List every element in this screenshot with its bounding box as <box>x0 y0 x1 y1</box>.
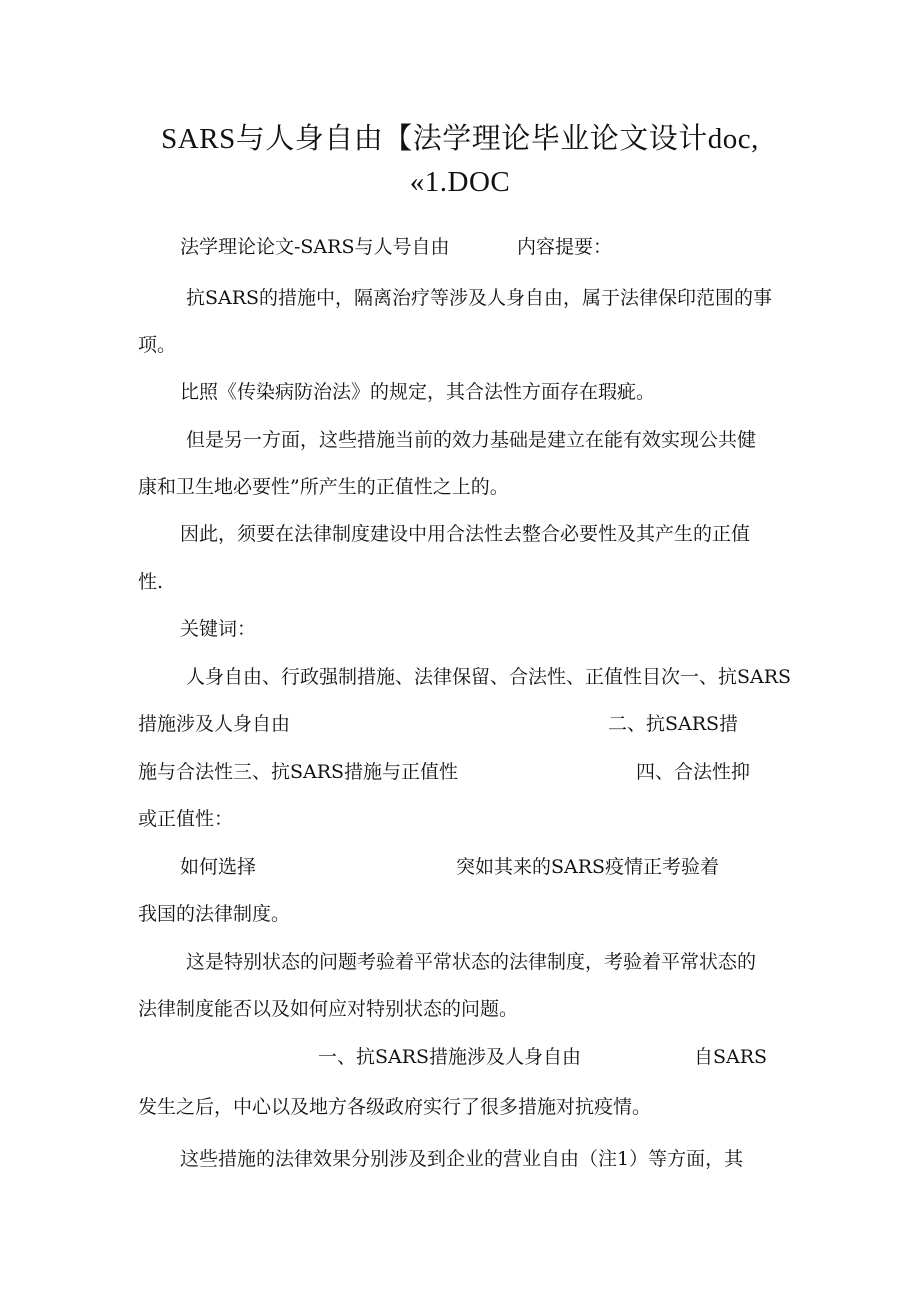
section-1-title: 一、抗SARS措施涉及人身自由 <box>318 1046 582 1068</box>
keywords-line-5: 如何选择 <box>180 856 257 878</box>
keywords-label: 关键词： <box>180 618 257 640</box>
keywords-line-2: 措施涉及人身自由 <box>138 713 291 735</box>
article-heading: 法学理论论文-SARS与人号自由 <box>180 236 450 258</box>
paragraph-5-line-2: 法律制度能否以及如何应对特别状态的问题。 <box>138 998 519 1020</box>
paragraph-1-line-2: 项。 <box>138 334 177 356</box>
document-title: SARS与人身自由【法学理论毕业论文设计doc, <box>161 123 759 155</box>
paragraph-1-line-1: 抗SARS的措施中，隔离治疗等涉及人身自由，属于法律保印范围的事 <box>186 287 773 309</box>
keywords-line-4: 或正值性： <box>138 808 234 830</box>
keywords-line-1: 人身自由、行政强制措施、法律保留、合法性、正值性目次一、抗SARS <box>186 666 792 688</box>
paragraph-4-line-2: 性. <box>138 571 164 593</box>
paragraph-4-line-1: 因此，须要在法律制度建设中用合法性去整合必要性及其产生的正值 <box>180 523 751 545</box>
keywords-line-5-right: 突如其来的SARS疫情正考验着 <box>456 856 720 878</box>
section-1-title-tail: 自SARS <box>694 1046 768 1068</box>
keywords-line-2-right: 二、抗SARS措 <box>608 713 739 735</box>
keywords-line-3-right: 四、合法性抑 <box>636 761 751 783</box>
paragraph-7: 这些措施的法律效果分别涉及到企业的营业自由（注1）等方面，其 <box>180 1148 744 1170</box>
keywords-line-3: 施与合法性三、抗SARS措施与正值性 <box>138 761 459 783</box>
paragraph-2: 比照《传染病防治法》的规定，其合法性方面存在瑕疵。 <box>180 381 656 403</box>
summary-label: 内容提要： <box>517 236 613 258</box>
keywords-line-6: 我国的法律制度。 <box>138 903 291 925</box>
paragraph-3-line-1: 但是另一方面，这些措施当前的效力基础是建立在能有效实现公共健 <box>186 429 757 451</box>
paragraph-3-line-2: 康和卫生地必要性”所产生的正值性之上的。 <box>138 476 509 498</box>
paragraph-6: 发生之后，中心以及地方各级政府实行了很多措施对抗疫情。 <box>138 1096 652 1118</box>
paragraph-5-line-1: 这是特别状态的问题考验着平常状态的法律制度，考验着平常状态的 <box>186 951 757 973</box>
document-title-line2: «1.DOC <box>409 166 511 198</box>
